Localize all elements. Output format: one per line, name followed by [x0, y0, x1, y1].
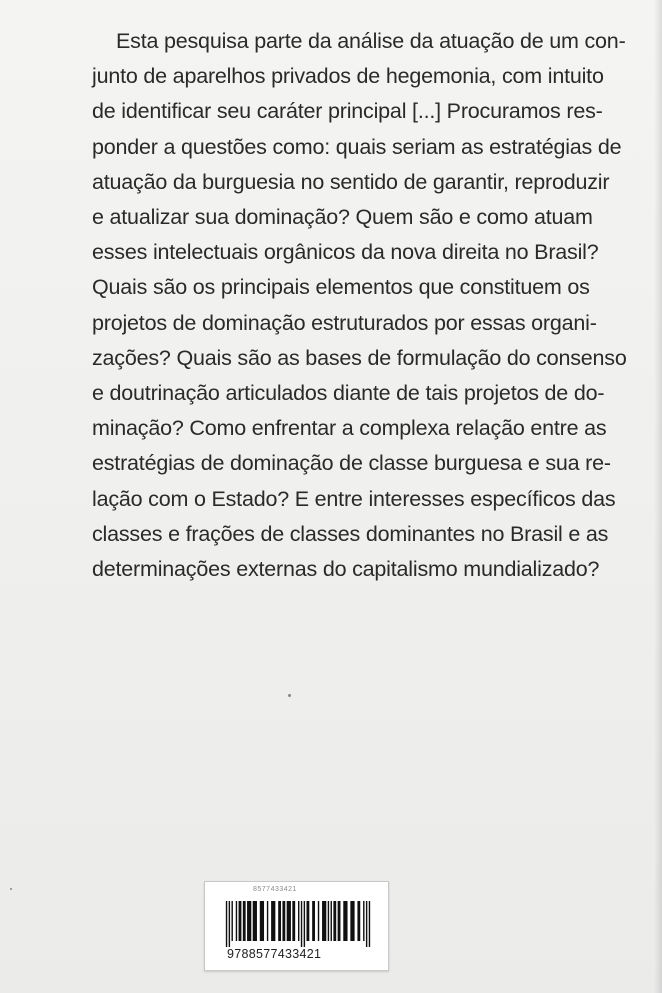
barcode-bar — [247, 901, 251, 941]
barcode-bar — [304, 901, 305, 947]
blurb-line: Quais são os principais elementos que constituem os — [92, 275, 590, 300]
barcode-bar — [239, 901, 242, 941]
blurb-line: e atualizar sua dominação? Quem são e como atuam — [92, 205, 593, 230]
barcode-bar — [287, 901, 291, 941]
barcode-bar — [229, 901, 230, 947]
barcode-bar — [331, 901, 332, 941]
barcode-bar — [343, 901, 347, 941]
barcode-bar — [333, 901, 336, 941]
barcode-bar — [267, 901, 268, 941]
barcode-bar — [357, 901, 360, 941]
blurb-line: de identificar seu caráter principal [...] Procuramos res- — [92, 99, 603, 124]
barcode-bar — [338, 901, 341, 941]
barcode-bar — [366, 901, 367, 947]
barcode-bar — [312, 901, 315, 941]
paper-speck — [10, 888, 12, 890]
barcode-sticker — [204, 881, 389, 971]
blurb-line: classes e frações de classes dominantes no Brasil e as — [92, 521, 609, 546]
barcode-bar — [298, 901, 299, 941]
barcode-bar — [226, 901, 227, 947]
blurb-line: ponder a questões como: quais seriam as estratégias de — [92, 134, 622, 159]
blurb-line: projetos de dominação estruturados por essas organi- — [92, 310, 597, 335]
blurb-line: estratégias de dominação de classe burguesa e sua re- — [92, 451, 611, 476]
barcode-bar — [278, 901, 281, 941]
blurb-line: junto de aparelhos privados de hegemonia, com intuito — [92, 64, 604, 89]
barcode-bar — [350, 901, 354, 941]
back-cover-blurb — [92, 24, 627, 587]
isbn-number: 9788577433421 — [227, 947, 322, 961]
barcode-bar — [271, 901, 275, 941]
blurb-line: minação? Como enfrentar a complexa relação entre as — [92, 416, 607, 441]
blurb-line: e doutrinação articulados diante de tais projetos de do- — [92, 381, 605, 406]
barcode-bar — [253, 901, 257, 941]
barcode-bars — [223, 901, 373, 947]
barcode-bar — [363, 901, 364, 941]
barcode-bar — [369, 901, 370, 947]
barcode-bar — [282, 901, 285, 941]
barcode-bar — [301, 901, 302, 947]
barcode-bar — [292, 901, 295, 941]
barcode-bar — [318, 901, 319, 941]
barcode-bar — [231, 901, 232, 941]
barcode-bar — [322, 901, 326, 941]
barcode-bar — [236, 901, 237, 941]
blurb-line: atuação da burguesia no sentido de garantir, reproduzir — [92, 169, 610, 194]
blurb-line: determinações externas do capitalismo mundializado? — [92, 557, 600, 582]
barcode-bar — [243, 901, 246, 941]
barcode-top-label: 8577433421 — [253, 886, 297, 893]
barcode-bar — [306, 901, 309, 941]
blurb-line: zações? Quais são as bases de formulação do consenso — [92, 345, 627, 370]
barcode-bar — [260, 901, 264, 941]
paper-speck — [288, 694, 291, 697]
blurb-line: Esta pesquisa parte da análise da atuação de um con- — [116, 29, 626, 53]
blurb-line: lação com o Estado? E entre interesses específicos das — [92, 486, 616, 511]
barcode-bar — [328, 901, 329, 941]
blurb-line: esses intelectuais orgânicos da nova direita no Brasil? — [92, 240, 599, 265]
